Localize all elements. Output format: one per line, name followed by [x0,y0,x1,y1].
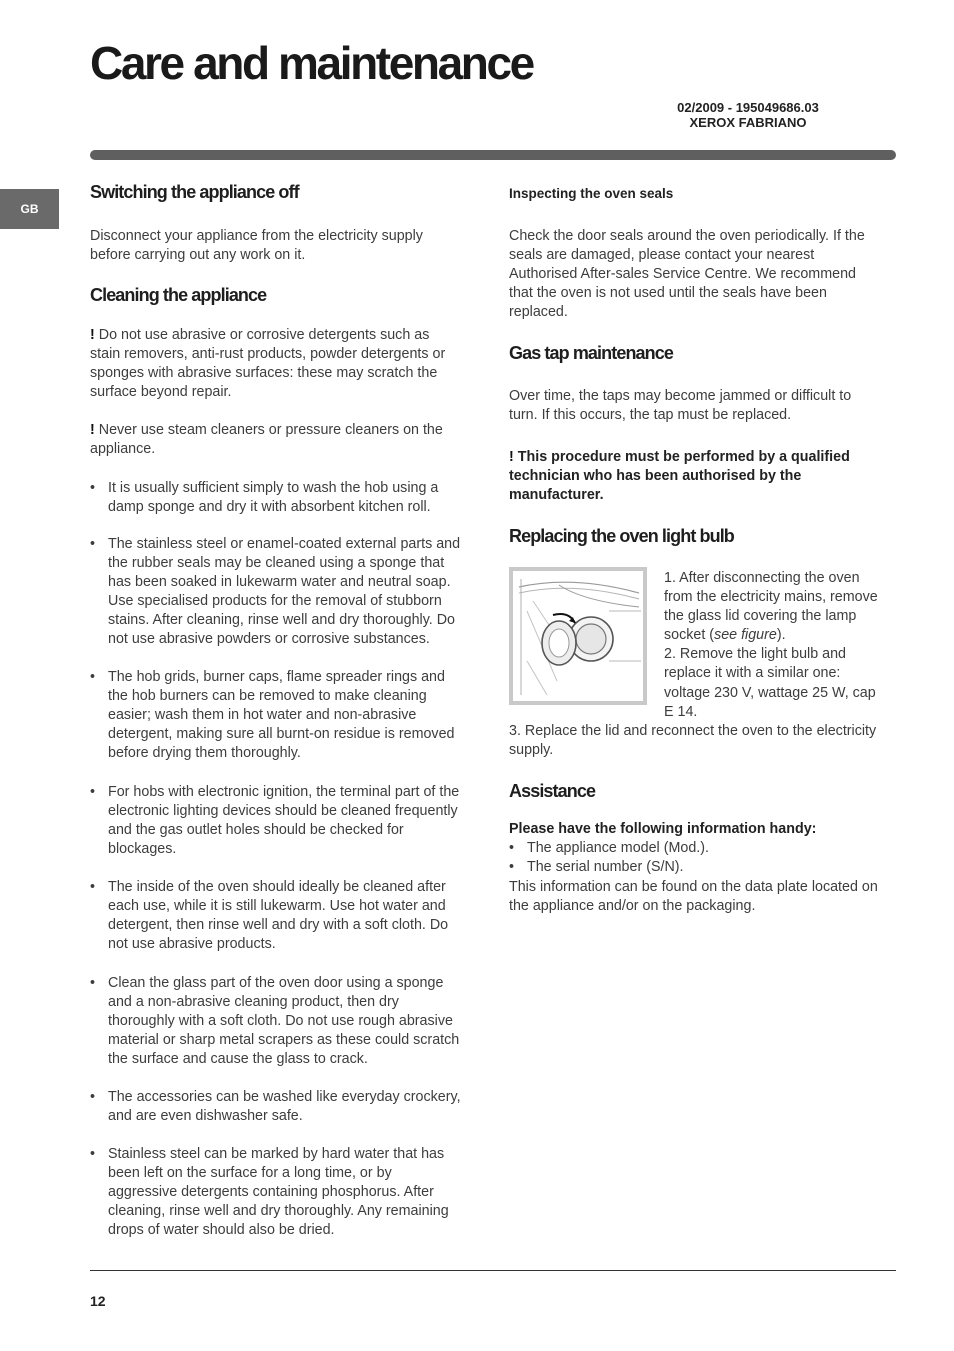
list-item-text: For hobs with electronic ignition, the terminal part of the electronic lighting devices should be cleaned frequently and the gas outlet holes should be checked for blockages. [108,784,460,858]
see-figure-reference: see figure [714,627,777,644]
list-item-text: The serial number (S/N). [527,859,684,876]
oven-seals-text: Check the door seals around the oven periodically. If the seals are damaged, please contact your nearest Authorised After-sales Service Centre. We recommend that the oven is not used until the seals have been replaced. [509,228,865,321]
page-title: Care and maintenance [90,37,533,89]
oven-lamp-illustration [513,571,643,701]
list-item [509,839,883,858]
list-item-text: It is usually sufficient simply to wash the hob using a damp sponge and dry it with absorbent kitchen roll. [108,480,439,516]
list-item-text: Clean the glass part of the oven door using a sponge and a non-abrasive cleaning product, then dry thoroughly with a soft cloth. Do not use rough abrasive material or sharp metal scrapers as these could scratch the surface and cause the glass to crack. [108,975,460,1068]
list-item [90,668,462,763]
bullet-symbol: • [509,859,515,876]
list-item-text: The inside of the oven should ideally be cleaned after each use, while it is still lukewarm. Use hot water and detergent, then rinse well and dry with a soft cloth. Do not use abrasive products. [108,879,449,953]
list-item [90,783,462,859]
light-bulb-step-3: 3. Replace the lid and reconnect the oven to the electricity supply. [509,723,877,759]
bullet-symbol: • [90,879,96,895]
warning-mark: ! [509,449,514,465]
assistance-list [509,839,883,877]
list-item [90,479,462,517]
section-heading-gas-tap: Gas tap maintenance [509,343,673,363]
light-bulb-step-1-end: ). [776,627,786,644]
list-item [90,535,462,650]
section-heading-assistance: Assistance [509,781,596,801]
list-item [90,974,462,1069]
bullet-symbol: • [90,536,96,552]
switching-off-text: Disconnect your appliance from the electricity supply before carrying out any work on it. [90,228,423,264]
section-heading-switching-off: Switching the appliance off [90,182,299,202]
oven-lamp-figure [509,567,647,705]
bullet-symbol: • [90,784,96,800]
document-reference [640,100,856,130]
list-item [90,1145,462,1240]
gas-tap-text: Over time, the taps may become jammed or difficult to turn. If this occurs, the tap must be replaced. [509,388,852,424]
footer-divider [90,1270,896,1271]
list-item [90,878,462,954]
assistance-text: This information can be found on the data plate located on the appliance and/or on the packaging. [509,879,878,915]
list-item-text: The hob grids, burner caps, flame spreader rings and the hob burners can be removed to make cleaning easier; wash them in hot water and non-abrasive detergent, making sure all burnt-on residue is removed before drying them thoroughly. [108,669,455,762]
light-bulb-step-1-text: 1. After disconnecting the oven from the electricity mains, remove the glass lid covering the lamp socket ( [664,570,878,644]
list-item-text: The appliance model (Mod.). [527,840,709,856]
list-item-text: Stainless steel can be marked by hard water that has been left on the surface for a long time, or by aggressive detergents containing phosphorus. After cleaning, rinse well and dry thoroughly. Any remaining drops of water should also be dried. [108,1146,449,1239]
light-bulb-steps-beside-figure [664,569,886,722]
warning-mark: ! [90,327,95,343]
gas-tap-warning-text: This procedure must be performed by a qualified technician who has been authorised by the manufacturer. [509,449,850,504]
gas-tap-warning [509,448,883,505]
bullet-symbol: • [90,1089,96,1105]
printer-name: XEROX FABRIANO [689,115,807,130]
page-number: 12 [90,1293,106,1309]
section-heading-light-bulb: Replacing the oven light bulb [509,526,734,546]
warning-steam-text: Never use steam cleaners or pressure cleaners on the appliance. [90,422,443,458]
light-bulb-step-2: 2. Remove the light bulb and replace it with a similar one: voltage 230 V, wattage 25 W, cap E 14. [664,646,876,720]
section-heading-cleaning: Cleaning the appliance [90,285,267,305]
assistance-intro: Please have the following information handy: [509,821,817,837]
list-item-text: The accessories can be washed like everyday crockery, and are even dishwasher safe. [108,1089,461,1125]
section-heading-oven-seals: Inspecting the oven seals [509,186,674,201]
list-item [509,858,883,877]
bullet-symbol: • [509,840,515,856]
bullet-symbol: • [90,1146,96,1162]
language-tab [0,189,59,229]
header-divider-bar [90,150,896,160]
warning-mark: ! [90,422,95,438]
light-bulb-step-1 [664,569,886,645]
list-item-text: The stainless steel or enamel-coated external parts and the rubber seals may be cleaned using a sponge that has been soaked in lukewarm water and neutral soap. Use specialised products for the removal of stubborn stains. After cleaning, rinse well and dry thoroughly. Do not use abrasive powders or corrosive substances. [108,536,461,648]
document-code: 02/2009 - 195049686.03 [677,100,819,115]
warning-abrasive-text: Do not use abrasive or corrosive detergents such as stain removers, anti-rust products, powder detergents or sponges with abrasive surfaces: these may scratch the surface beyond repair. [90,327,446,401]
bullet-symbol: • [90,975,96,991]
warning-abrasive [90,326,462,402]
language-tab-label: GB [20,202,39,216]
list-item [90,1088,462,1126]
bullet-symbol: • [90,480,96,496]
warning-steam [90,421,462,459]
bullet-symbol: • [90,669,96,685]
